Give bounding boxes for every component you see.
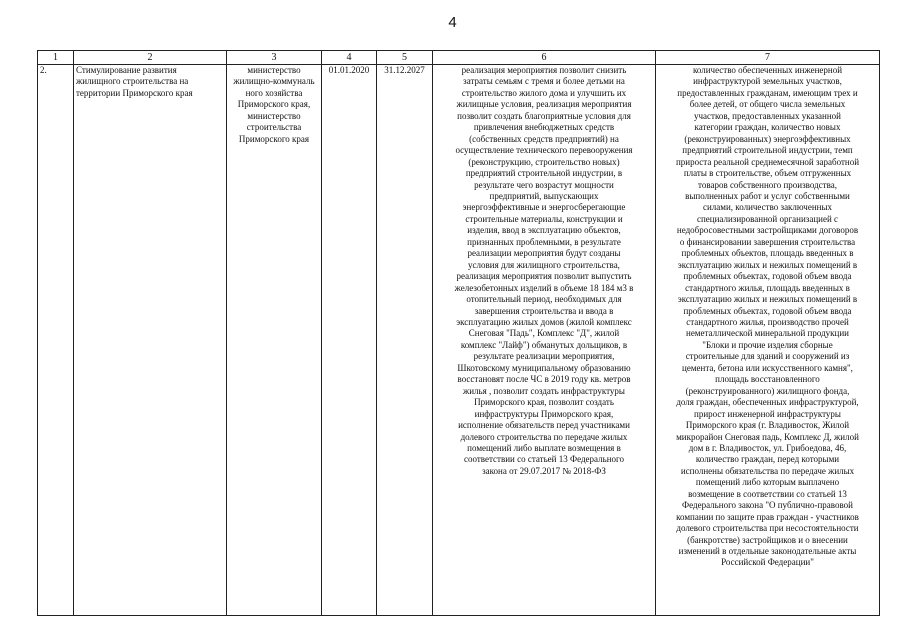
text-line: Шкотовскому муниципальному образованию	[457, 362, 631, 373]
row-number: 2.	[38, 65, 74, 616]
text-line: строительства	[246, 122, 302, 133]
text-line: эксплуатацию жилых и нежилых помещений в	[677, 294, 858, 305]
text-line: министерство	[247, 65, 301, 75]
program-table	[37, 50, 880, 616]
text-line: Снеговая "Падь", Комплекс "Д", жилой	[468, 328, 620, 339]
text-line: доля граждан, обеспеченных инфраструктурой,	[676, 397, 859, 408]
column-number: 1	[38, 51, 74, 65]
text-line: (банкротстве) застройщиков и о внесении	[687, 534, 848, 545]
text-line: изменений в отдельные законодательные акты	[678, 546, 857, 557]
text-line: комплекс "Лайф") обманутых дольщиков, в	[460, 339, 628, 350]
text-line: завершения строительства и ввода в	[474, 305, 614, 316]
text-line: недобросовестными застройщиками договоров	[676, 225, 859, 236]
end-date: 31.12.2027	[377, 65, 433, 616]
text-line: строительные для зданий и сооружений из	[685, 351, 850, 362]
text-line: изделия, ввод в эксплуатацию объектов,	[467, 225, 621, 236]
text-line: (реконструированного) жилищного фонда,	[685, 385, 850, 396]
page-number: 4	[448, 14, 457, 31]
text-line: признанных проблемными, в результате	[467, 236, 621, 247]
text-line: Приморского края	[238, 133, 310, 144]
text-line: о финансировании завершения строительства	[679, 236, 856, 247]
text-line: исполнены обязательства по передаче жилых	[680, 465, 855, 476]
measure-name-cell	[74, 65, 227, 616]
text-line: категории граждан, количество новых	[694, 122, 841, 133]
text-line: закона от 29.07.2017 № 2018-ФЗ	[482, 465, 606, 476]
text-line: компании по защите прав граждан - участников	[676, 511, 859, 522]
expected-result-cell	[433, 65, 656, 616]
text-line: привлечения внебюджетных средств	[473, 122, 615, 133]
text-line: дом в г. Владивосток, ул. Грибоедова, 46,	[688, 442, 847, 453]
text-line: товаров собственного производства,	[698, 179, 837, 190]
text-line: микрорайон Снеговая падь, Комплекс Д, жилой	[676, 431, 859, 442]
column-number: 5	[377, 51, 433, 65]
text-line: (реконструкцию, строительство новых)	[468, 156, 620, 167]
start-date: 01.01.2020	[322, 65, 377, 616]
text-line: реализации мероприятия будут созданы	[467, 248, 621, 259]
text-line: Стимулирование развития	[76, 65, 177, 75]
text-line: выполненных работ и услуг собственными	[685, 190, 850, 201]
text-line: стандартного жилья, производство прочей	[686, 316, 849, 327]
text-line: восстановят после ЧС в 2019 году кв. метров	[457, 374, 631, 385]
expected-result-text	[435, 65, 653, 477]
text-line: осуществление технического перевооружения	[455, 145, 633, 156]
text-line: затраты семьям с тремя и более детьми на	[463, 76, 625, 87]
text-line: условия для жилищного строительства,	[468, 259, 620, 270]
text-line: жилищного строительства на	[76, 76, 189, 87]
text-line: позволит создать благоприятные условия для	[457, 110, 631, 121]
executor-cell	[227, 65, 322, 616]
text-line: предприятий строительной индустрии, в	[465, 168, 623, 179]
text-line: долевого строительства при несостоятельности	[676, 523, 859, 534]
text-line: (реконструированных) энергоэффективных	[684, 133, 851, 144]
indicator-text	[658, 65, 877, 569]
text-line: результате чего возрастут мощности	[474, 179, 614, 190]
text-line: неметаллической минеральной продукции	[686, 328, 849, 339]
text-line: министерство	[247, 110, 301, 121]
table-row	[38, 65, 880, 616]
text-line: платы в строительстве, объем отгруженных	[683, 168, 852, 179]
text-line: помещений либо выплате возмещения в	[467, 442, 621, 453]
text-line: соответствии со статьей 13 Федерального	[463, 454, 624, 465]
text-line: железобетонных изделий в объеме 18 184 м3 в	[454, 282, 634, 293]
text-line: прироста реальной среднемесячной заработной	[675, 156, 860, 167]
text-line: помещений либо которым выплачено	[695, 477, 840, 488]
text-line: площадь восстановленного	[715, 374, 820, 385]
text-line: реализация мероприятия позволит выпустить	[456, 271, 632, 282]
text-line: Российской Федерации"	[721, 557, 814, 568]
column-number: 6	[433, 51, 656, 65]
text-line: прирост инженерной инфраструктуры	[694, 408, 841, 419]
text-line: эксплуатацию жилых домов (жилой комплекс	[456, 316, 632, 327]
text-line: ного хозяйства	[245, 87, 303, 98]
text-line: проблемных объектах, годовой объем ввода	[683, 305, 852, 316]
text-line: проблемных объектов, площадь введенных в	[681, 248, 854, 259]
text-line: жилищно-коммуналь	[233, 76, 315, 87]
text-line: (собственных средств предприятий) на	[469, 133, 619, 144]
text-line: стандартного жилья, площадь введенных в	[685, 282, 850, 293]
text-line: количество обеспеченных инженерной	[692, 65, 843, 75]
text-line: строительство жилого дома и улучшить их	[461, 87, 627, 98]
text-line: предоставленных гражданам, имеющим трех и	[677, 87, 858, 98]
text-line: отопительный период, необходимых для	[466, 294, 622, 305]
text-line: инфраструктурой земельных участков,	[693, 76, 842, 87]
column-number: 2	[74, 51, 227, 65]
column-number: 4	[322, 51, 377, 65]
column-number-row	[38, 51, 880, 65]
text-line: более детей, от общего числа земельных	[689, 99, 846, 110]
text-line: возмещение в соответствии со статьей 13	[688, 488, 847, 499]
text-line: цемента, бетона или искусственного камня",	[682, 362, 853, 373]
text-line: инфраструктуры Приморского края,	[474, 408, 614, 419]
text-line: эксплуатацию жилых и нежилых помещений в	[677, 259, 858, 270]
text-line: "Блоки и прочие изделия сборные	[702, 339, 833, 350]
text-line: предприятий строительной индустрии, темп	[682, 145, 853, 156]
text-line: предприятий, выпускающих	[489, 190, 599, 201]
text-line: Приморского края (г. Владивосток, Жилой	[685, 420, 850, 431]
text-line: силами, количество заключенных	[702, 202, 833, 213]
text-line: специализированной организацией с	[696, 213, 839, 224]
text-line: строительные материалы, конструкции и	[465, 213, 623, 224]
text-line: участков, предоставленных указанной	[694, 110, 841, 121]
executor-text	[229, 65, 319, 145]
indicator-cell	[656, 65, 880, 616]
text-line: Приморского края,	[237, 99, 311, 110]
text-line: жилья , позволит создать инфраструктуры	[463, 385, 625, 396]
text-line: проблемных объектах, годовой объем ввода	[683, 271, 852, 282]
text-line: исполнение обязательств перед участниками	[458, 420, 630, 431]
text-line: реализация мероприятия позволит снизить	[461, 65, 627, 75]
text-line: Федерального закона "О публично-правовой	[682, 500, 853, 511]
text-line: долевого строительства по передаче жилых	[460, 431, 628, 442]
text-line: жилищные условия, реализация мероприятия	[456, 99, 632, 110]
measure-name-text	[76, 65, 224, 99]
text-line: результате реализации мероприятия,	[473, 351, 615, 362]
text-line: энергоэффективные и энергосберегающие	[462, 202, 626, 213]
column-number: 7	[656, 51, 880, 65]
column-number: 3	[227, 51, 322, 65]
text-line: Приморского края, позволит создать	[474, 397, 614, 408]
text-line: количество граждан, перед которыми	[695, 454, 840, 465]
text-line: территории Приморского края	[76, 87, 193, 98]
